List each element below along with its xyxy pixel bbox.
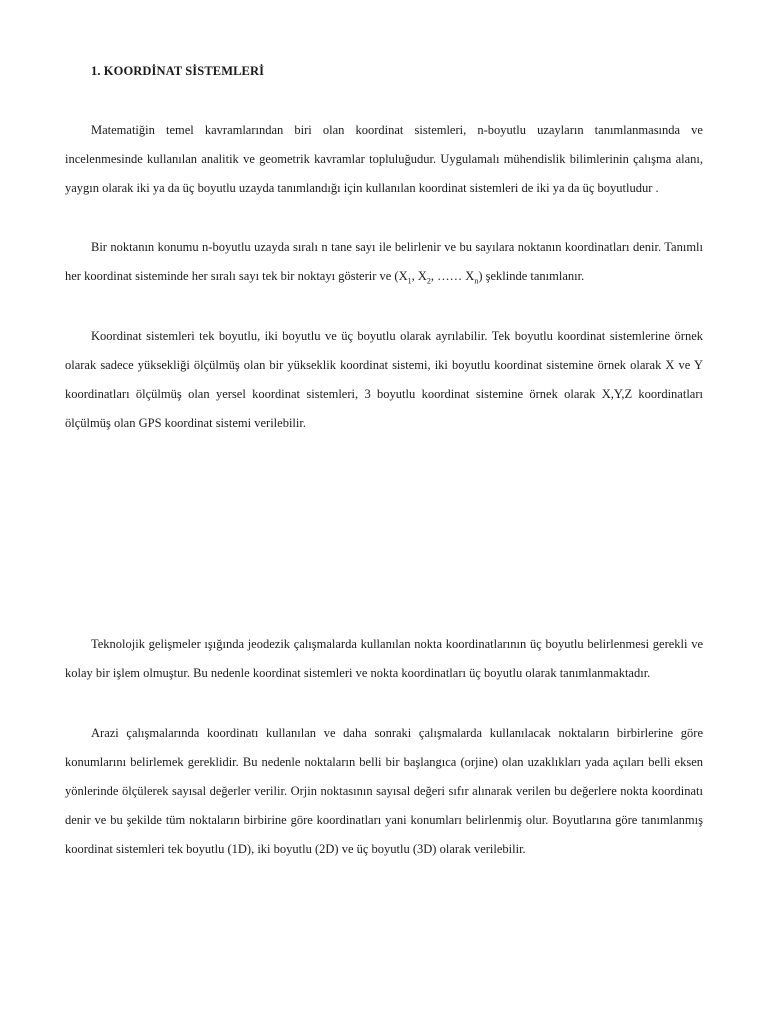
point-text-mid-2: , …… X bbox=[430, 269, 475, 283]
paragraph-field-work: Arazi çalışmalarında koordinatı kullanılan ve daha sonraki çalışmalarda kullanılacak noktaların birbirlerine göre konumlarını belirlemek gereklidir. Bu nedenle noktaların belli bir başlangıca (orjine) olan uzaklıkları yada açıları belli eksen yönlerinde ölçülerek sayısal değerler verilir. Orjin noktasının sayısal değeri sıfır alınarak verilen bu değerlere nokta koordinatı denir ve bu şekilde tüm noktaların birbirine göre koordinatları yani konumları belirlenmiş olur. Boyutlarına göre tanımlanmış koordinat sistemleri tek boyutlu (1D), iki boyutlu (2D) ve üç boyutlu (3D) olarak verilebilir. bbox=[65, 726, 703, 856]
point-text-after: ) şeklinde tanımlanır. bbox=[478, 269, 585, 283]
paragraph-dimension-types: Koordinat sistemleri tek boyutlu, iki boyutlu ve üç boyutlu olarak ayrılabilir. Tek boyutlu koordinat sistemlerine örnek olarak sadece yüksekliği ölçülmüş olan bir yükseklik koordinat sistemi, iki boyutlu koordinat sistemine örnek olarak X ve Y koordinatları ölçülmüş olan yersel koordinat sistemleri, 3 boyutlu koordinat sistemine örnek olarak X,Y,Z koordinatları ölçülmüş olan GPS koordinat sistemi verilebilir. bbox=[65, 329, 703, 430]
subscript-2: 2 bbox=[426, 276, 431, 286]
section-heading: 1. KOORDİNAT SİSTEMLERİ bbox=[91, 64, 265, 78]
point-text-mid-1: , X bbox=[411, 269, 427, 283]
subscript-1: 1 bbox=[407, 276, 412, 286]
paragraph-point-position bbox=[65, 233, 703, 291]
point-text-before: Bir noktanın konumu n-boyutlu uzayda sıralı n tane sayı ile belirlenir ve bu sayılara noktanın koordinatları denir. Tanımlı her koordinat sisteminde her sıralı sayı tek bir noktayı gösterir ve (X bbox=[65, 240, 703, 283]
paragraph-definition: Matematiğin temel kavramlarından biri olan koordinat sistemleri, n-boyutlu uzayların tanımlanmasında ve incelenmesinde kullanılan analitik ve geometrik kavramlar topluluğudur. Uygulamalı mühendislik bilimlerinin çalışma alanı, yaygın olarak iki ya da üç boyutlu uzayda tanımlandığı için kullanılan koordinat sistemleri de iki ya da üç boyutludur . bbox=[65, 123, 703, 195]
subscript-n: n bbox=[474, 276, 479, 286]
paragraph-technology: Teknolojik gelişmeler ışığında jeodezik çalışmalarda kullanılan nokta koordinatlarının üç boyutlu belirlenmesi gerekli ve kolay bir işlem olmuştur. Bu nedenle koordinat sistemleri ve nokta koordinatları üç boyutlu olarak tanımlanmaktadır. bbox=[65, 637, 703, 680]
